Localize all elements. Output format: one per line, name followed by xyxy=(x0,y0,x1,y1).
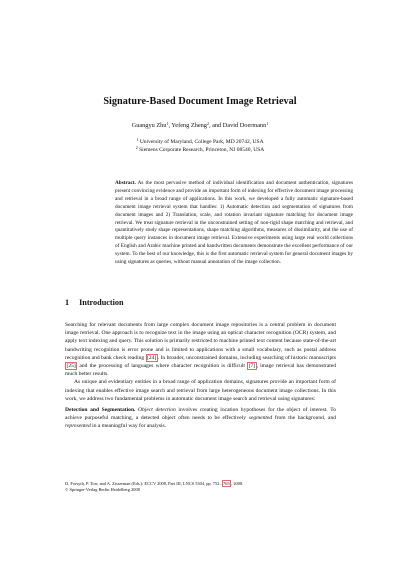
emphasis: represented xyxy=(65,423,91,430)
affiliation-text: University of Maryland, College Park, MD 20742, USA xyxy=(139,139,264,145)
affiliation-line xyxy=(0,146,400,154)
paragraph-text: involves creating location hypotheses for the object of interest. To achieve purposeful matching, a detected object often needs to be effectively xyxy=(65,407,336,422)
citation-link[interactable]: [24] xyxy=(147,354,157,361)
footer-text: D. Forsyth, P. Torr, and A. Zisserman (Eds.): ECCV 2008, Part III, LNCS 5304, pp. 752– xyxy=(65,481,222,486)
paper-title: Signature-Based Document Image Retrieval xyxy=(103,96,297,107)
paragraph-text: and the processing of languages where character recognition is difficult xyxy=(77,363,248,370)
paragraph xyxy=(65,406,336,431)
affiliation-text: Siemens Corporate Research, Princeton, NJ 08540, USA xyxy=(139,147,265,153)
footer-text: Springer-Verlag Berlin Heidelberg 2008 xyxy=(68,487,140,493)
author-name: Guangyu Zhu xyxy=(131,122,167,129)
affiliation-mark: 2 xyxy=(135,145,138,150)
paragraph-text: , image retrieval has demonstrated much better results. xyxy=(65,363,336,378)
affiliation-list xyxy=(0,138,400,154)
footer-text: , 2008. xyxy=(231,481,244,486)
emphasis: segmented xyxy=(248,415,273,422)
affiliation-mark: 1 xyxy=(136,137,139,142)
paragraph-heading: Detection and Segmentation. xyxy=(65,407,136,414)
author-affiliation-mark: 1 xyxy=(266,121,269,126)
author-list xyxy=(0,122,400,129)
footer-copyright-line xyxy=(65,487,336,493)
citation-link[interactable]: [25] xyxy=(66,363,76,370)
body-text xyxy=(65,321,336,431)
section-title: Introduction xyxy=(79,298,124,307)
section-number: 1 xyxy=(65,298,70,307)
copyright-symbol: © xyxy=(65,487,69,493)
paragraph: As unique and evidentiary entities in a broad range of application domains, signatures provide an important form of indexing that enables effective image search and retrieval from large heterogeneous document image collections. In this work, we address two fundamental problems in automatic document image search and retrieval using signatures: xyxy=(65,379,336,402)
author-separator: , xyxy=(168,122,172,129)
author-name: Yefeng Zheng xyxy=(171,122,207,129)
paragraph-text: . In broader, unconstrained domains, including searching of historic manuscripts xyxy=(157,354,336,361)
author-name: David Doermann xyxy=(222,122,267,129)
page-footer xyxy=(65,481,336,493)
author-affiliation-mark: 2 xyxy=(206,121,209,126)
page-link[interactable]: 765 xyxy=(223,481,230,486)
abstract-text: As the most pervasive method of individual identification and document authentication, signatures present convincing evidence and provide an important form of indexing for effective document image processing and retrieval in a broad range of applications. In this work, we developed a fully automatic signature-based document image retrieval system that handles: 1) Automatic detection and segmentation of signatures from document images and 2) Translation, scale, and rotation invariant signature matching for document image retrieval. We treat signature retrieval in the unconstrained setting of non-rigid shape matching and retrieval, and quantitatively study shape representations, shape matching algorithms, measures of dissimilarity, and the use of multiple query instances in document image retrieval. Extensive experiments using large real world collections of English and Arabic machine printed and handwritten documents demonstrate the excellent performance of our system. To the best of our knowledge, this is the first automatic retrieval system for general document images by using signatures as queries, without manual annotation of the image collection. xyxy=(115,180,353,266)
citation-link[interactable]: [7] xyxy=(248,363,256,370)
affiliation-line xyxy=(0,138,400,146)
emphasis: Object detection xyxy=(135,407,176,414)
abstract xyxy=(115,180,353,267)
paragraph xyxy=(65,321,336,378)
paragraph-text: Searching for relevant documents from large complex document image repositories is a central problem in document image retrieval. One approach is to recognize text in the image using an optical character recognition (OCR) system, and apply text indexing and query. This solution is primarily restricted to machine printed text content because state-of-the-art handwriting recognition is error prone and is limited to applications with a small vocabulary, such as postal address recognition and bank check reading xyxy=(65,322,336,361)
paragraph-text: from the background, and xyxy=(272,415,336,422)
author-separator: , and xyxy=(208,122,223,129)
author-affiliation-mark: 1 xyxy=(166,121,169,126)
paragraph-text: in a meaningful way for analysis. xyxy=(90,423,167,430)
section-heading xyxy=(65,298,124,307)
abstract-label: Abstract. xyxy=(115,180,136,186)
